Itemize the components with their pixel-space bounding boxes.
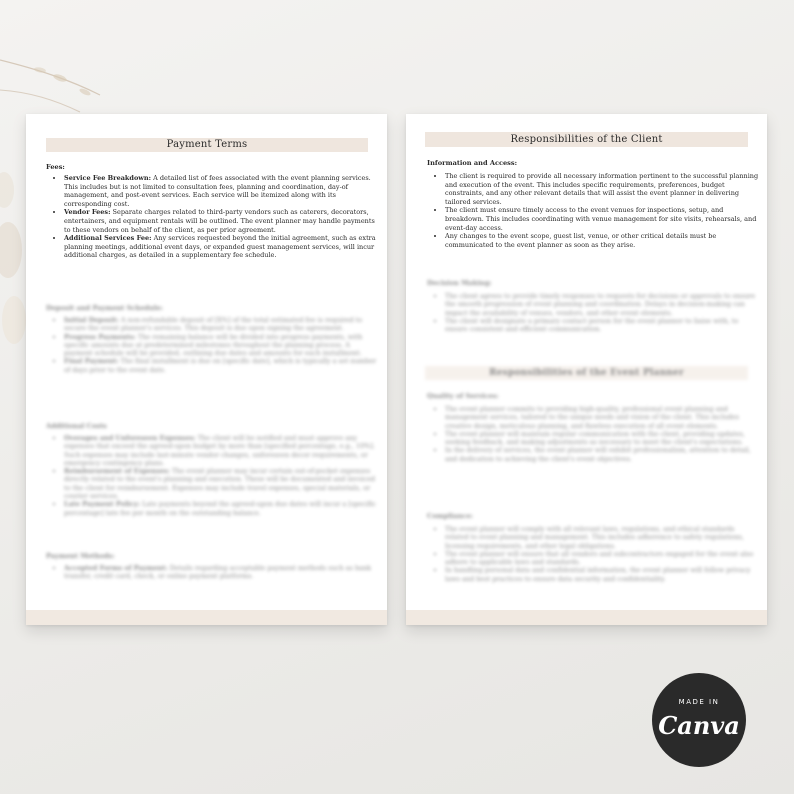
compliance-label: Compliance:	[427, 512, 473, 520]
additional-costs-label: Additional Costs	[46, 422, 107, 430]
compliance-list	[433, 525, 759, 583]
fees-label: Fees:	[46, 163, 65, 171]
information-access-list	[433, 172, 759, 249]
list-item: • In handling personal data and confidential information, the event planner will follow privacy laws and best practices to ensure data security and confidentiality.	[445, 566, 759, 583]
list-item: • The client must ensure timely access to the event venues for inspections, setup, and breakdown. This includes coordinating with venue management for site visits, rehearsals, and event-day access.	[445, 206, 759, 232]
document-page-responsibilities	[406, 114, 767, 625]
list-item: • The event planner will ensure that all vendors and subcontractors engaged for the event also adhere to applicable laws and standards.	[445, 550, 759, 567]
badge-top-text: MADE IN	[678, 698, 720, 706]
list-item: • The event planner commits to providing high-quality, professional event planning and management services, tailored to the unique needs and vision of the client. This includes creative design, meticulous planning, and flawless execution of all event elements.	[445, 405, 759, 430]
information-access-label: Information and Access:	[427, 159, 518, 167]
list-item: • The event planner will comply with all relevant laws, regulations, and ethical standards related to event planning and management. This includes adherence to safety regulations, licensing requirements, and other legal obligations.	[445, 525, 759, 550]
deposit-label: Deposit and Payment Schedule:	[46, 304, 163, 312]
list-item: • Service Fee Breakdown: A detailed list of fees associated with the event planning services. This includes but is not limited to consultation fees, planning and coordination, day-of management, and post-event services. Each service will be itemized along with its corresponding cost.	[64, 174, 377, 208]
page-footer-band	[26, 610, 387, 625]
decision-making-list	[433, 292, 759, 333]
list-item: • The client will designate a primary contact person for the event planner to liaise with, to ensure consistent and efficient communication.	[445, 317, 759, 334]
payment-methods-list	[52, 564, 377, 581]
quality-of-services-list	[433, 405, 759, 463]
list-item: • In the delivery of services, the event planner will exhibit professionalism, attention to detail, and dedication to achieving the client's event objectives.	[445, 446, 759, 463]
list-item: • The client is required to provide all necessary information pertinent to the successful planning and execution of the event. This includes specific requirements, preferences, budget constraints, and any other relevant details that will assist the event planner in delivering tailored services.	[445, 172, 759, 206]
fees-list	[52, 174, 377, 260]
list-item: • Accepted Forms of Payment: Details regarding acceptable payment methods such as bank transfer, credit card, check, or online payment platforms.	[64, 564, 377, 581]
list-item: • The client agrees to provide timely responses to requests for decisions or approvals to ensure the smooth progression of event planning and coordination. Delays in decision-making can impact the availability of venues, vendors, and other event elements.	[445, 292, 759, 317]
canva-logo: Canva	[658, 711, 740, 740]
list-item: • Initial Deposit: A non-refundable deposit of [X%] of the total estimated fee is required to secure the event planner's services. This deposit is due upon signing the agreement.	[64, 316, 377, 333]
list-item: • Progress Payments: The remaining balance will be divided into progress payments, with specific amounts due at predetermined milestones throughout the planning process. A payment schedule will be provided, outlining due dates and amounts for each installment.	[64, 333, 377, 358]
list-item: • Overages and Unforeseen Expenses: The client will be notified and must approve any expenses that exceed the agreed-upon budget by more than [specified percentage, e.g., 10%]. Such expenses may include last-minute vendor changes, unforeseen decor requirements, or emergency contingency plans.	[64, 434, 377, 467]
list-item: • Late Payment Policy: Late payments beyond the agreed-upon due dates will incur a [specific percentage] late fee per month on the outstanding balance.	[64, 500, 377, 517]
page-footer-band	[406, 610, 767, 625]
additional-costs-list	[52, 434, 377, 517]
document-page-payment-terms	[26, 114, 387, 625]
decision-making-label: Decision Making:	[427, 279, 492, 287]
page-title: Responsibilities of the Client	[425, 132, 748, 147]
list-item: • Vendor Fees: Separate charges related to third-party vendors such as caterers, decorators, entertainers, and equipment rentals will be outlined. The event planner may handle payments to these vendors on behalf of the client, as per prior agreement.	[64, 208, 377, 234]
payment-methods-label: Payment Methods:	[46, 552, 115, 560]
section-heading: Responsibilities of the Event Planner	[425, 366, 748, 380]
page-title: Payment Terms	[46, 138, 368, 152]
list-item: • Reimbursement of Expenses: The event planner may incur certain out-of-pocket expenses directly related to the event's planning and execution. These will be documented and invoiced to the client for reimbursement. Expenses may include travel expenses, special materials, or courier services.	[64, 467, 377, 500]
list-item: • Any changes to the event scope, guest list, venue, or other critical details must be communicated to the event planner as soon as they arise.	[445, 232, 759, 249]
list-item: • Final Payment: The final installment is due on [specific date], which is typically a set number of days prior to the event date.	[64, 357, 377, 374]
deposit-list	[52, 316, 377, 374]
made-in-canva-badge	[652, 673, 746, 767]
quality-of-services-label: Quality of Services:	[427, 392, 499, 400]
list-item: • Additional Services Fee: Any services requested beyond the initial agreement, such as extra planning meetings, additional event days, or expanded guest management services, will incur additional charges, as detailed in a supplementary fee schedule.	[64, 234, 377, 260]
list-item: • The event planner will maintain regular communication with the client, providing updates, seeking feedback, and making adjustments as necessary to meet the client's expectations.	[445, 430, 759, 447]
